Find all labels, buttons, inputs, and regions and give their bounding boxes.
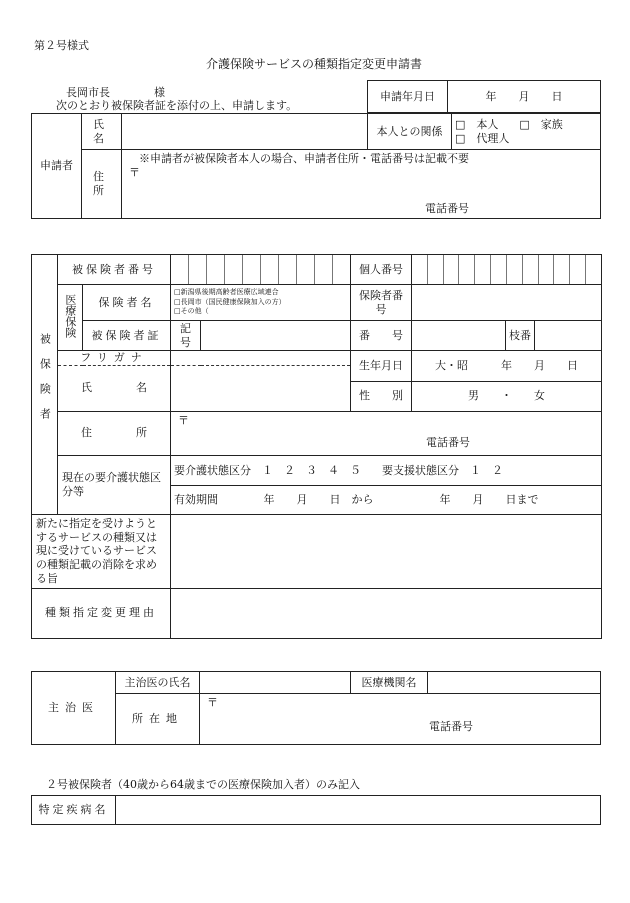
insured-number-label: 被保険者番号 [58, 255, 171, 285]
symbol-field[interactable] [201, 321, 351, 351]
insured-section-label: 被保険者 [32, 255, 58, 515]
applicant-name-label: 氏名 [82, 114, 122, 150]
applicant-section-label: 申請者 [32, 114, 82, 219]
applicant-name-field[interactable] [122, 114, 368, 150]
applicant-note: ※申請者が被保険者本人の場合、申請者住所・電話番号は記載不要 [139, 152, 469, 165]
insured-postal-mark: 〒 [178, 413, 189, 427]
statement: 次のとおり被保険者証を添付の上、申請します。 [56, 99, 298, 112]
disease-table [31, 795, 601, 825]
page-title: 介護保険サービスの種類指定変更申請書 [206, 57, 423, 71]
card-number-field[interactable] [412, 321, 506, 351]
applicant-table [31, 113, 601, 219]
addressee: 長岡市長 様 [66, 86, 165, 99]
change-reason-field[interactable] [171, 588, 602, 638]
furigana-field[interactable] [171, 351, 351, 366]
birth-label: 生年月日 [351, 351, 412, 382]
relation-agent-checkbox[interactable]: □ 代理人 [455, 131, 510, 145]
branch-field[interactable] [535, 321, 602, 351]
applicant-postal-mark: 〒 [129, 165, 140, 179]
insured-address-field[interactable] [171, 411, 602, 455]
care-status-label: 現在の要介護状態区分等 [58, 455, 171, 514]
insurer-option-other[interactable]: □その他（ [174, 307, 209, 316]
disease-note: ２号被保険者（40歳から64歳までの医療保険加入者）のみ記入 [46, 778, 360, 791]
insurer-option-niigata[interactable]: □新潟県後期高齢者医療広域連合 [174, 288, 279, 297]
doctor-table [31, 671, 601, 745]
card-label: 被保険者証 [83, 321, 171, 351]
symbol-label: 記 号 [171, 321, 201, 351]
insured-name-label: 氏 名 [58, 365, 171, 411]
service-request-label: 新たに指定を受けようとするサービスの種類又は現に受けているサービスの種類記載の消除を求める旨 [32, 514, 171, 588]
care-status-field[interactable] [171, 455, 602, 514]
insurer-number-label: 保険者番号 [351, 285, 412, 321]
date-box [367, 80, 601, 113]
insured-address-label: 住 所 [58, 411, 171, 455]
service-request-field[interactable] [171, 514, 602, 588]
birth-field[interactable]: 大・昭 年 月 日 [412, 351, 602, 382]
disease-field[interactable] [116, 796, 601, 825]
doctor-name-field[interactable] [200, 672, 351, 694]
support-levels[interactable]: 要支援状態区分 １ ２ [381, 463, 503, 477]
doctor-name-label: 主治医の氏名 [116, 672, 200, 694]
insured-name-field[interactable] [171, 365, 351, 411]
institution-field[interactable] [428, 672, 601, 694]
personal-number-boxes[interactable] [412, 255, 602, 285]
insurer-option-nagaoka[interactable]: □長岡市（国民健康保険加入の方） [174, 297, 286, 306]
institution-label: 医療機関名 [351, 672, 428, 694]
doctor-section-label: 主治医 [32, 672, 116, 745]
insurer-name-label: 保険者名 [83, 285, 171, 321]
doctor-phone-label: 電話番号 [429, 719, 473, 733]
branch-label: 枝番 [506, 321, 535, 351]
sex-label: 性 別 [351, 381, 412, 411]
relation-family-checkbox[interactable]: □ 家族 [519, 117, 563, 131]
insured-phone-label: 電話番号 [426, 435, 470, 449]
applicant-address-label: 住所 [82, 150, 122, 219]
medical-insurance-label: 医療保険 [58, 285, 83, 351]
card-number-label: 番 号 [351, 321, 412, 351]
insurer-options[interactable] [171, 285, 351, 321]
disease-label: 特定疾病名 [32, 796, 116, 825]
doctor-location-field[interactable] [200, 694, 601, 745]
insured-number-boxes[interactable] [171, 255, 351, 285]
insurer-number-field[interactable] [412, 285, 602, 321]
care-levels[interactable]: 要介護状態区分 １ ２ ３ ４ ５ [174, 463, 361, 477]
relation-label: 本人との関係 [368, 114, 452, 150]
relation-self-checkbox[interactable]: □ 本人 [455, 117, 499, 131]
change-reason-label: 種類指定変更理由 [32, 588, 171, 638]
sex-field[interactable]: 男 ・ 女 [412, 381, 602, 411]
form-number: 第２号様式 [34, 39, 89, 52]
date-label: 申請年月日 [368, 81, 448, 113]
furigana-label: フリガナ [58, 351, 171, 366]
validity-label: 有効期間 [174, 492, 218, 506]
personal-number-label: 個人番号 [351, 255, 412, 285]
date-field[interactable]: 年 月 日 [448, 81, 601, 113]
applicant-address-field[interactable] [122, 150, 601, 219]
validity-field[interactable]: 年 月 日 から 年 月 日まで [263, 492, 539, 506]
doctor-location-label: 所在地 [116, 694, 200, 745]
applicant-phone-label: 電話番号 [425, 201, 469, 215]
doctor-postal-mark: 〒 [207, 696, 218, 709]
relation-options[interactable] [452, 114, 601, 150]
insured-table [31, 254, 602, 639]
